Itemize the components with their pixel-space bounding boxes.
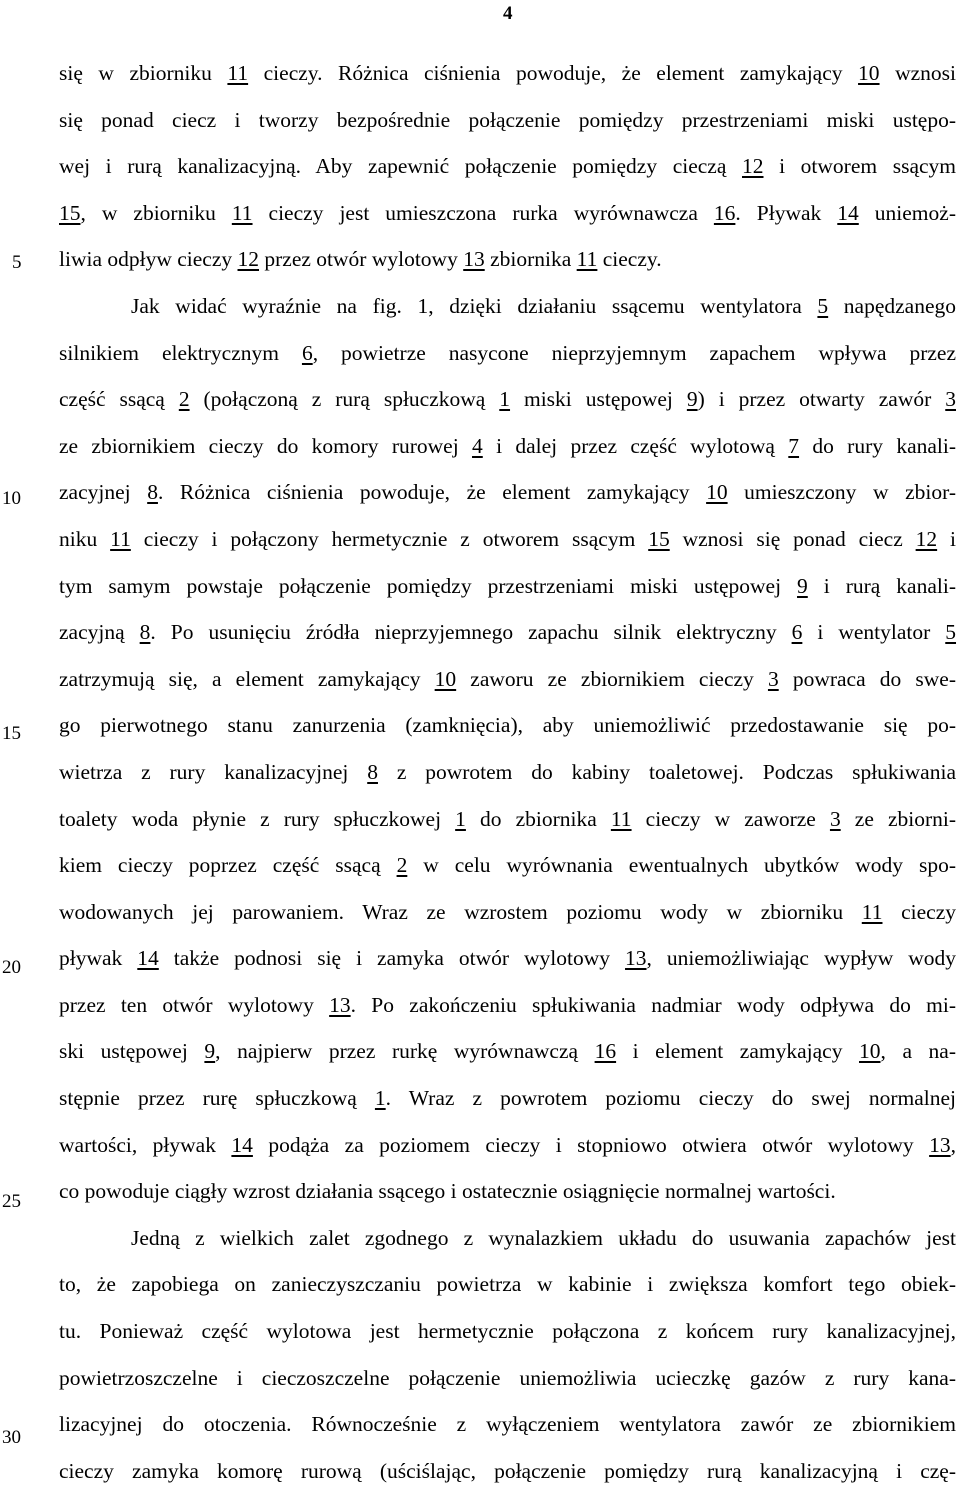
text-span: zatrzymują się, a element zamykający	[59, 666, 435, 691]
reference-numeral: 1	[455, 806, 466, 831]
reference-numeral: 4	[472, 433, 483, 458]
text-line	[59, 386, 956, 433]
text-line	[59, 1178, 956, 1225]
text-line	[59, 293, 956, 340]
text-span: cieczy zamyka komorę rurową (uściślając, połączenie pomiędzy rurą kanalizacyjną i czę-	[59, 1458, 956, 1483]
text-line	[59, 246, 956, 293]
text-span: tu. Ponieważ część wylotowa jest hermetycznie połączona z końcem rury kanalizacyjnej,	[59, 1319, 956, 1344]
text-span: wodowanych jej parowaniem. Wraz ze wzrostem poziomu wody w zbiorniku	[59, 899, 862, 924]
text-span: i rurą kanali-	[807, 573, 956, 598]
text-line	[59, 1271, 956, 1318]
reference-numeral: 3	[767, 666, 779, 691]
text-line	[59, 433, 956, 480]
text-span: lizacyjnej do otoczenia. Równocześnie z wyłączeniem wentylatora zawór ze zbiornikiem	[59, 1412, 956, 1437]
text-span: do rury kanali-	[799, 433, 957, 458]
text-span: to, że zapobiega on zanieczyszczaniu powietrza w kabinie i zwiększa komfort tego obiek-	[59, 1272, 956, 1297]
reference-numeral: 12	[742, 154, 764, 179]
text-span: , najpierw przez rurkę wyrównawczą	[215, 1039, 595, 1064]
text-span: do zbiornika	[465, 806, 611, 831]
text-line	[59, 107, 956, 154]
reference-numeral: 15	[59, 200, 81, 225]
line-number-margin	[0, 0, 40, 1503]
text-span: wietrza z rury kanalizacyjnej	[59, 759, 368, 784]
text-span: podąża za poziomem cieczy i stopniowo otwiera otwór wylotowy	[252, 1132, 930, 1157]
text-span: cieczy.	[597, 247, 662, 272]
reference-numeral: 8	[367, 759, 378, 784]
reference-numeral: 16	[594, 1039, 617, 1064]
reference-numeral: 14	[837, 200, 859, 225]
reference-numeral: 3	[945, 387, 956, 412]
text-span: wznosi	[879, 61, 956, 85]
text-span: przez otwór wylotowy	[259, 247, 464, 272]
reference-numeral: 3	[829, 806, 841, 831]
text-span: wznosi się ponad ciecz	[669, 526, 916, 551]
text-span: . Po zakończeniu spłukiwania nadmiar wody odpływa do mi-	[350, 992, 956, 1017]
text-line	[59, 899, 956, 946]
text-span: zacyjnej	[59, 480, 148, 505]
text-line	[59, 573, 956, 620]
text-line	[59, 1318, 956, 1365]
text-span: miski ustępowej	[510, 387, 687, 412]
reference-numeral: 11	[231, 200, 253, 225]
reference-numeral: 2	[396, 853, 408, 878]
reference-numeral: 1	[499, 387, 511, 412]
reference-numeral: 10	[706, 480, 728, 505]
text-span: i dalej przez część wylotową	[482, 433, 789, 458]
text-span: wartości, pływak	[59, 1132, 232, 1157]
text-span: cieczy	[882, 899, 956, 924]
text-span: zacyjną	[59, 620, 140, 645]
text-span: w celu wyrównania ewentualnych ubytków wody spo-	[407, 853, 956, 878]
reference-numeral: 15	[648, 526, 670, 551]
text-span: zaworu ze zbiornikiem cieczy	[456, 666, 768, 691]
text-span: przez ten otwór wylotowy	[59, 992, 330, 1017]
text-span: zbiornika	[484, 247, 577, 272]
text-line	[59, 1132, 956, 1179]
reference-numeral: 14	[231, 1132, 253, 1157]
reference-numeral: 12	[237, 247, 260, 272]
text-span: ze zbiornikiem cieczy do komory rurowej	[59, 433, 473, 458]
text-span: . Po usunięciu źródła nieprzyjemnego zapachu silnik elektryczny	[150, 620, 792, 645]
reference-numeral: 10	[434, 666, 457, 691]
line-number: 15	[2, 723, 21, 744]
reference-numeral: 12	[915, 526, 938, 551]
text-span: uniemoż-	[858, 200, 956, 225]
text-span: , uniemożliwiając wypływ wody	[646, 946, 957, 971]
text-span: Jedną z wielkich zalet zgodnego z wynalazkiem układu do usuwania zapachów jest	[131, 1225, 956, 1250]
text-line	[59, 759, 956, 806]
reference-numeral: 6	[301, 340, 313, 365]
reference-numeral: 10	[858, 61, 880, 85]
reference-numeral: 10	[859, 1039, 881, 1064]
reference-numeral: 8	[139, 620, 151, 645]
text-span: cieczy jest umieszczona rurka wyrównawcza	[252, 200, 714, 225]
reference-numeral: 5	[817, 293, 829, 318]
line-number: 20	[2, 957, 21, 978]
reference-numeral: 14	[137, 946, 159, 971]
text-span: cieczy. Różnica ciśnienia powoduje, że element zamykający	[248, 61, 859, 85]
text-line	[59, 200, 956, 247]
reference-numeral: 9	[686, 387, 698, 412]
text-span: powietrzoszczelne i cieczoszczelne połączenie uniemożliwia ucieczkę gazów z rury kana-	[59, 1365, 956, 1390]
text-span: ) i przez otwarty zawór	[697, 387, 946, 412]
text-span: . Pływak	[735, 200, 838, 225]
reference-numeral: 11	[610, 806, 632, 831]
text-line	[59, 1458, 956, 1504]
text-span: także podnosi się i zamyka otwór wylotowy	[158, 946, 626, 971]
text-span: silnikiem elektrycznym	[59, 340, 302, 365]
text-span: cieczy i połączony hermetycznie z otworem ssącym	[130, 526, 649, 551]
text-span: wej i rurą kanalizacyjną. Aby zapewnić połączenie pomiędzy cieczą	[59, 154, 742, 179]
text-span: i otworem ssącym	[763, 154, 956, 179]
reference-numeral: 13	[463, 247, 485, 272]
text-span: umieszczony w zbior-	[727, 480, 956, 505]
text-span: . Wraz z powrotem poziomu cieczy do swej normalnej	[385, 1086, 957, 1111]
line-number: 10	[2, 488, 21, 509]
text-line	[59, 945, 956, 992]
text-span: się ponad ciecz i tworzy bezpośrednie połączenie pomiędzy przestrzeniami miski ustępo-	[59, 107, 956, 132]
text-span: Jak widać wyraźnie na fig. 1, dzięki działaniu ssącemu wentylatora	[131, 293, 818, 318]
reference-numeral: 13	[329, 992, 351, 1017]
text-span: . Różnica ciśnienia powoduje, że element zamykający	[157, 480, 707, 505]
text-span: ski ustępowej	[59, 1039, 205, 1064]
text-span: pływak	[59, 946, 138, 971]
text-line	[59, 1085, 956, 1132]
text-span: (połączoną z rurą spłuczkową	[189, 387, 500, 412]
text-line	[59, 666, 956, 713]
text-span: niku	[59, 526, 111, 551]
text-line	[59, 806, 956, 853]
reference-numeral: 13	[929, 1132, 951, 1157]
text-span: i	[937, 526, 956, 551]
text-line	[59, 340, 956, 387]
page-number: 4	[503, 3, 513, 24]
text-span: z powrotem do kabiny toaletowej. Podczas spłukiwania	[377, 759, 956, 784]
text-line	[59, 479, 956, 526]
reference-numeral: 11	[227, 61, 249, 85]
text-line	[59, 60, 956, 107]
text-line	[59, 526, 956, 573]
reference-numeral: 5	[945, 620, 957, 645]
text-span: cieczy w zaworze	[631, 806, 830, 831]
reference-numeral: 8	[147, 480, 158, 505]
text-line	[59, 852, 956, 899]
text-line	[59, 992, 956, 1039]
reference-numeral: 11	[110, 526, 131, 551]
text-line	[59, 712, 956, 759]
text-line	[59, 1225, 956, 1272]
reference-numeral: 11	[576, 247, 598, 272]
text-span: tym samym powstaje połączenie pomiędzy przestrzeniami miski ustępowej	[59, 573, 798, 598]
text-span: ze zbiorni-	[840, 806, 956, 831]
text-span: , a na-	[880, 1039, 957, 1064]
reference-numeral: 1	[374, 1086, 386, 1111]
text-line	[59, 1365, 956, 1412]
text-span: co powoduje ciągły wzrost działania ssącego i ostatecznie osiągnięcie normalnej wartości.	[59, 1179, 836, 1204]
text-span: ,	[950, 1132, 956, 1157]
text-span: napędzanego	[828, 293, 956, 318]
text-line	[59, 153, 956, 200]
line-number: 5	[12, 252, 22, 273]
text-span: go pierwotnego stanu zanurzenia (zamknięcia), aby uniemożliwić przedostawanie się po-	[59, 713, 956, 738]
reference-numeral: 9	[797, 573, 808, 598]
text-span: toalety woda płynie z rury spłuczkowej	[59, 806, 456, 831]
text-span: i element zamykający	[616, 1039, 860, 1064]
text-span: , w zbiorniku	[80, 200, 232, 225]
reference-numeral: 16	[713, 200, 736, 225]
text-span: się w zbiorniku	[59, 61, 228, 85]
text-span: powraca do swe-	[778, 666, 956, 691]
body-text	[59, 60, 956, 1504]
line-number: 25	[2, 1191, 21, 1212]
line-number: 30	[2, 1427, 21, 1448]
text-line	[59, 1038, 956, 1085]
text-line	[59, 619, 956, 666]
text-line	[59, 1411, 956, 1458]
reference-numeral: 2	[178, 387, 190, 412]
text-span: liwia odpływ cieczy	[59, 247, 238, 272]
text-span: , powietrze nasycone nieprzyjemnym zapachem wpływa przez	[312, 340, 957, 365]
reference-numeral: 7	[788, 433, 800, 458]
reference-numeral: 6	[791, 620, 803, 645]
text-span: kiem cieczy poprzez część ssącą	[59, 853, 397, 878]
text-span: i wentylator	[802, 620, 946, 645]
reference-numeral: 13	[625, 946, 647, 971]
reference-numeral: 9	[204, 1039, 216, 1064]
text-span: stępnie przez rurę spłuczkową	[59, 1086, 375, 1111]
reference-numeral: 11	[861, 899, 883, 924]
text-span: część ssącą	[59, 387, 179, 412]
